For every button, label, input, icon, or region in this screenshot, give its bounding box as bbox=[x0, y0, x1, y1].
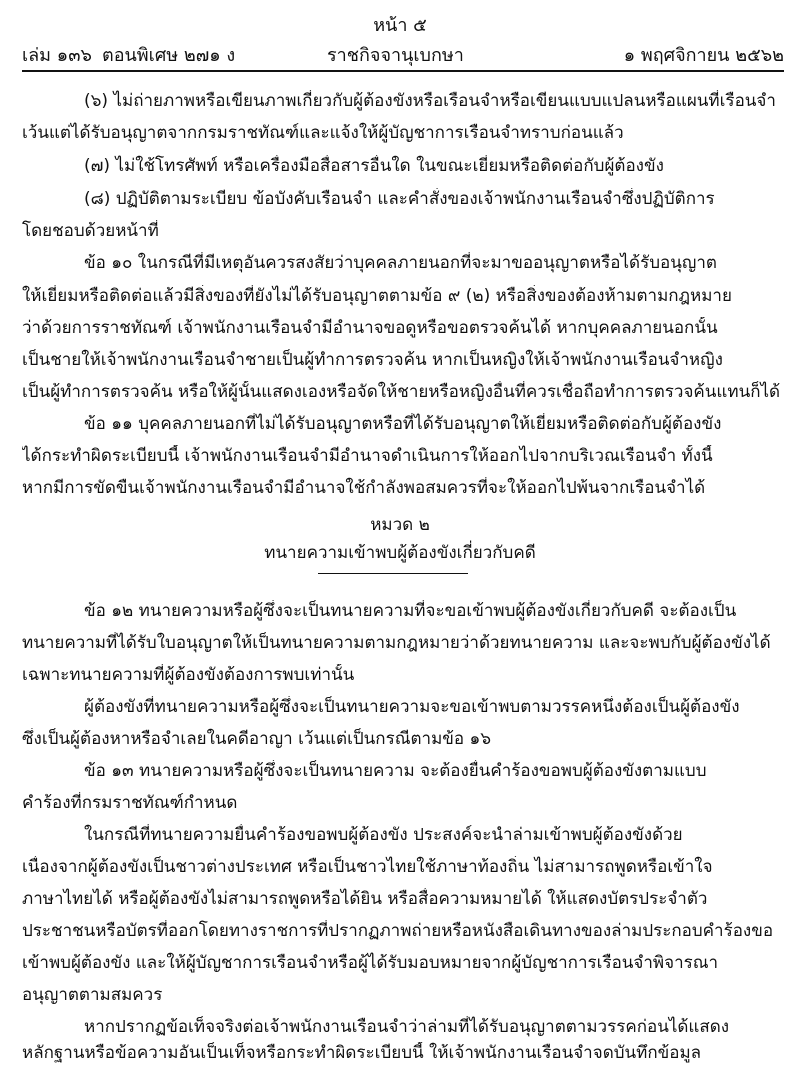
paragraph-line: อนุญาตตามสมควร bbox=[22, 985, 163, 1005]
gazette-name: ราชกิจจานุเบกษา bbox=[327, 45, 464, 66]
paragraph-line: (๘) ปฏิบัติตามระเบียบ ข้อบังคับเรือนจำ และคำสั่งของเจ้าพนักงานเรือนจำซึ่งปฏิบัติการ bbox=[84, 189, 715, 209]
paragraph-line: ข้อ ๑๑ บุคคลภายนอกที่ไม่ได้รับอนุญาตหรือที่ได้รับอนุญาตให้เยี่ยมหรือติดต่อกับผู้ต้องขัง bbox=[84, 414, 722, 434]
paragraph-line: ผู้ต้องขังที่ทนายความหรือผู้ซึ่งจะเป็นทนายความจะขอเข้าพบตามวรรคหนึ่งต้องเป็นผู้ต้องขัง bbox=[84, 697, 740, 717]
gazette-header bbox=[22, 40, 784, 66]
paragraph-line: เป็นชายให้เจ้าพนักงานเรือนจำชายเป็นผู้ทำการตรวจค้น หากเป็นหญิงให้เจ้าพนักงานเรือนจำหญิง bbox=[22, 350, 723, 370]
paragraph-line: ประชาชนหรือบัตรที่ออกโดยทางราชการที่ปรากฏภาพถ่ายหรือหนังสือเดินทางของล่ามประกอบคำร้องขอ bbox=[22, 921, 774, 941]
paragraph-line: (๗) ไม่ใช้โทรศัพท์ หรือเครื่องมือสื่อสารอื่นใด ในขณะเยี่ยมหรือติดต่อกับผู้ต้องขัง bbox=[84, 156, 664, 176]
paragraph-line: ภาษาไทยได้ หรือผู้ต้องขังไม่สามารถพูดหรือได้ยิน หรือสื่อความหมายได้ ให้แสดงบัตรประจำตัว bbox=[22, 889, 708, 909]
paragraph-line: ซึ่งเป็นผู้ต้องหาหรือจำเลยในคดีอาญา เว้นแต่เป็นกรณีตามข้อ ๑๖ bbox=[22, 729, 492, 749]
section-title: ทนายความเข้าพบผู้ต้องขังเกี่ยวกับคดี bbox=[264, 543, 536, 563]
paragraph-line: (๖) ไม่ถ่ายภาพหรือเขียนภาพเกี่ยวกับผู้ต้องขังหรือเรือนจำหรือเขียนแบบแปลนหรือแผนที่เรือนจำ bbox=[84, 91, 776, 111]
paragraph-line: ข้อ ๑๓ ทนายความหรือผู้ซึ่งจะเป็นทนายความ จะต้องยื่นคำร้องขอพบผู้ต้องขังตามแบบ bbox=[84, 761, 707, 781]
paragraph-line: หลักฐานหรือข้อความอันเป็นเท็จหรือกระทำผิดระเบียบนี้ ให้เจ้าพนักงานเรือนจำจดบันทึกข้อมูล bbox=[22, 1043, 702, 1063]
paragraph-line: เข้าพบผู้ต้องขัง และให้ผู้บัญชาการเรือนจำหรือผู้ได้รับมอบหมายจากผู้บัญชาการเรือนจำพิจารณา bbox=[22, 953, 719, 973]
paragraph-line: ข้อ ๑๐ ในกรณีที่มีเหตุอันควรสงสัยว่าบุคคลภายนอกที่จะมาขออนุญาตหรือได้รับอนุญาต bbox=[84, 253, 717, 273]
section-divider bbox=[318, 573, 468, 574]
paragraph-line: คำร้องที่กรมราชทัณฑ์กำหนด bbox=[22, 793, 238, 813]
paragraph-line: ว่าด้วยการราชทัณฑ์ เจ้าพนักงานเรือนจำมีอำนาจขอดูหรือขอตรวจค้นได้ หากบุคคลภายนอกนั้น bbox=[22, 318, 718, 338]
page-number: หน้า ๕ bbox=[373, 15, 427, 36]
paragraph-line: ได้กระทำผิดระเบียบนี้ เจ้าพนักงานเรือนจำมีอำนาจดำเนินการให้ออกไปจากบริเวณเรือนจำ ทั้งนี้ bbox=[22, 446, 713, 466]
section-number: หมวด ๒ bbox=[370, 515, 430, 535]
paragraph-line: ข้อ ๑๒ ทนายความหรือผู้ซึ่งจะเป็นทนายความที่จะขอเข้าพบผู้ต้องขังเกี่ยวกับคดี จะต้องเป็น bbox=[84, 601, 737, 621]
volume-label: เล่ม ๑๓๖ bbox=[22, 45, 92, 66]
paragraph-line: เว้นแต่ได้รับอนุญาตจากกรมราชทัณฑ์และแจ้งให้ผู้บัญชาการเรือนจำทราบก่อนแล้ว bbox=[22, 123, 624, 143]
paragraph-line: ทนายความที่ได้รับใบอนุญาตให้เป็นทนายความตามกฎหมายว่าด้วยทนายความ และจะพบกับผู้ต้องขังได้ bbox=[22, 633, 771, 653]
paragraph-line: เป็นผู้ทำการตรวจค้น หรือให้ผู้นั้นแสดงเองหรือจัดให้ชายหรือหญิงอื่นที่ควรเชื่อถือทำการตรวจค้นแทนก็ได้ bbox=[22, 382, 781, 402]
paragraph-line: เนื่องจากผู้ต้องขังเป็นชาวต่างประเทศ หรือเป็นชาวไทยใช้ภาษาท้องถิ่น ไม่สามารถพูดหรือเข้าใจ bbox=[22, 857, 713, 877]
paragraph-line: โดยชอบด้วยหน้าที่ bbox=[22, 221, 159, 241]
publication-date: ๑ พฤศจิกายน ๒๕๖๒ bbox=[623, 45, 784, 66]
issue-label: ตอนพิเศษ ๒๗๑ ง bbox=[102, 45, 236, 66]
paragraph-line: หากมีการขัดขืนเจ้าพนักงานเรือนจำมีอำนาจใช้กำลังพอสมควรที่จะให้ออกไปพ้นจากเรือนจำได้ bbox=[22, 478, 706, 498]
paragraph-line: หากปรากฏข้อเท็จจริงต่อเจ้าพนักงานเรือนจำว่าล่ามที่ได้รับอนุญาตตามวรรคก่อนได้แสดง bbox=[84, 1017, 730, 1037]
paragraph-line: ให้เยี่ยมหรือติดต่อแล้วมีสิ่งของที่ยังไม่ได้รับอนุญาตตามข้อ ๙ (๒) หรือสิ่งของต้องห้ามตามกฎหมาย bbox=[22, 286, 732, 306]
header-divider bbox=[22, 70, 784, 72]
paragraph-line: ในกรณีที่ทนายความยื่นคำร้องขอพบผู้ต้องขัง ประสงค์จะนำล่ามเข้าพบผู้ต้องขังด้วย bbox=[84, 825, 683, 845]
paragraph-line: เฉพาะทนายความที่ผู้ต้องขังต้องการพบเท่านั้น bbox=[22, 665, 355, 685]
